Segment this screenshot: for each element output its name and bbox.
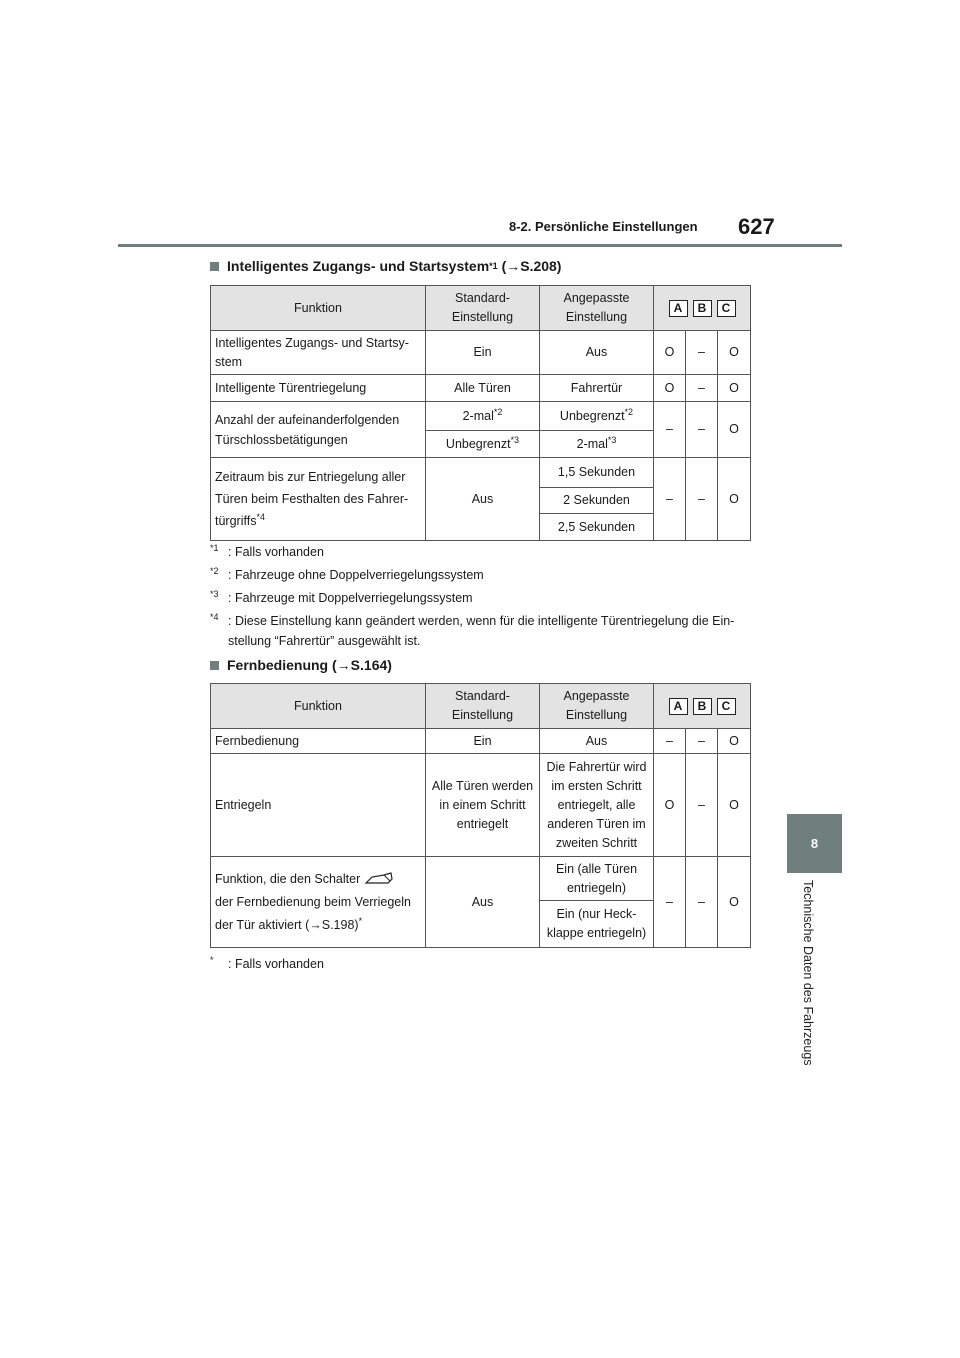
cell-standard: Aus [426,458,540,541]
cell-funktion [211,458,426,541]
sup: *2 [624,406,634,417]
cell-b: – [686,857,718,948]
value: 2-mal [576,436,608,451]
badge-c: C [717,698,736,715]
col-header-standard: Standard- Einstellung [426,684,540,729]
heading-ref: (→S.164) [332,657,392,673]
footnote-text-continued: stellung “Fahrertür” ausgewählt ist. [228,634,421,648]
col-header-standard: Standard- Einstellung [426,286,540,331]
cell-angepasst: 2,5 Sekunden [540,514,654,541]
footnotes-1 [210,542,734,651]
footnote: $^{*4}$ : Diese Einstellung kann geändert werden, wenn für die intelligente Türentriegelung die Ein- stellung “Fahrertür” ausgewählt ist. [210,611,734,651]
cell-c: O [718,458,751,541]
table-row [211,331,751,375]
cell-angepasst: Aus [540,729,654,754]
value: der Tür aktiviert (→S.198) [215,917,359,932]
section-heading-remote [210,657,392,673]
footnote-text: Fahrzeuge ohne Doppelverriegelungssystem [234,568,484,582]
square-bullet-icon [210,262,219,271]
cell-c: O [718,729,751,754]
cell-c: O [718,331,751,375]
section-heading-smart-key: Intelligentes Zugangs- und Startsystem *1 (→S.208) [210,258,561,274]
table-remote [210,683,751,948]
cell-b: – [686,331,718,375]
value: 2-mal [462,408,494,423]
footnote-text: Falls vorhanden [234,545,324,559]
cell-standard [426,431,540,458]
heading-ref: (→S.208) [501,258,562,274]
footnote-text: Falls vorhanden [234,957,324,971]
badge-c: C [717,300,736,317]
footnotes-2 [210,954,324,974]
table-row [211,375,751,402]
cell-angepasst: Aus [540,331,654,375]
cell-a: O [654,331,686,375]
table-smart-key [210,285,751,541]
cell-b: – [686,458,718,541]
col-header-funktion: Funktion [211,286,426,331]
footnote: $^{*1}$ : Falls vorhanden [210,542,324,559]
cell-c: O [718,375,751,402]
cell-angepasst [540,431,654,458]
table-row [211,754,751,857]
footnote: * : Falls vorhanden [210,954,324,971]
sup: *3 [607,434,617,445]
cell-angepasst: Ein (alle Türen entriegeln) [540,857,654,901]
sup: *2 [493,406,503,417]
cell-angepasst: 2 Sekunden [540,488,654,514]
cell-funktion: Intelligentes Zugangs- und Startsy- stem [211,331,426,375]
value: Zeitraum bis zur Entriegelung aller Türen beim Festhalten des Fahrer- türgriffs [215,470,409,528]
value: Funktion, die den Schalter [215,871,361,886]
sup: * [358,915,363,926]
cell-b: – [686,375,718,402]
cell-funktion [211,857,426,948]
cell-angepasst: Fahrertür [540,375,654,402]
cell-a: – [654,857,686,948]
cell-a: O [654,754,686,857]
page-number: 627 [738,214,775,239]
cell-funktion: Entriegeln [211,754,426,857]
cell-angepasst: Die Fahrertür wird im ersten Schritt entriegelt, alle anderen Türen im zweiten Schritt [540,754,654,857]
cell-a: – [654,729,686,754]
cell-standard: Alle Türen werden in einem Schritt entriegelt [426,754,540,857]
heading-text: Intelligentes Zugangs- und Startsystem [227,258,490,274]
sup: *4 [256,511,265,522]
badge-b: B [693,300,712,317]
section-title: 8-2. Persönliche Einstellungen [509,219,698,234]
table-row [211,402,751,431]
col-header-abc [654,684,751,729]
footnote-text: Fahrzeuge mit Doppelverriegelungssystem [234,591,473,605]
cell-funktion: Intelligente Türentriegelung [211,375,426,402]
value: der Fernbedienung beim Verriegeln [215,894,411,909]
cell-b: – [686,729,718,754]
square-bullet-icon [210,661,219,670]
col-header-funktion: Funktion [211,684,426,729]
badge-a: A [669,300,688,317]
chapter-tab: 8 [787,814,842,873]
col-header-angepasst: Angepasste Einstellung [540,286,654,331]
heading-text: Fernbedienung [227,657,329,673]
footnote-text: Diese Einstellung kann geändert werden, wenn für die intelligente Türentriegelung die Ein- [234,614,735,628]
cell-funktion: Anzahl der aufeinanderfolgenden Türschlossbetätigungen [211,402,426,458]
table-row [211,857,751,901]
cell-standard: Aus [426,857,540,948]
cell-a: – [654,458,686,541]
table-row [211,729,751,754]
cell-standard: Alle Türen [426,375,540,402]
value: Unbegrenzt [445,436,511,451]
cell-b: – [686,754,718,857]
col-header-angepasst: Angepasste Einstellung [540,684,654,729]
cell-angepasst [540,402,654,431]
cell-standard: Ein [426,331,540,375]
cell-standard: Ein [426,729,540,754]
cell-funktion: Fernbedienung [211,729,426,754]
badge-b: B [693,698,712,715]
footnote: $^{*3}$ : Fahrzeuge mit Doppelverriegelungssystem [210,588,473,605]
chapter-label: Technische Daten des Fahrzeugs [801,880,815,1066]
value: Unbegrenzt [559,408,625,423]
cell-standard [426,402,540,431]
cell-c: O [718,857,751,948]
table-row [211,458,751,488]
cell-b: – [686,402,718,458]
cell-a: O [654,375,686,402]
cell-c: O [718,402,751,458]
badge-a: A [669,698,688,715]
cell-angepasst: Ein (nur Heck- klappe entriegeln) [540,901,654,948]
tailgate-switch-icon [364,871,394,887]
cell-c: O [718,754,751,857]
col-header-abc [654,286,751,331]
footnote: $^{*2}$ : Fahrzeuge ohne Doppelverriegelungssystem [210,565,484,582]
cell-angepasst: 1,5 Sekunden [540,458,654,488]
cell-a: – [654,402,686,458]
header-rule [118,244,842,247]
sup: *3 [510,434,520,445]
